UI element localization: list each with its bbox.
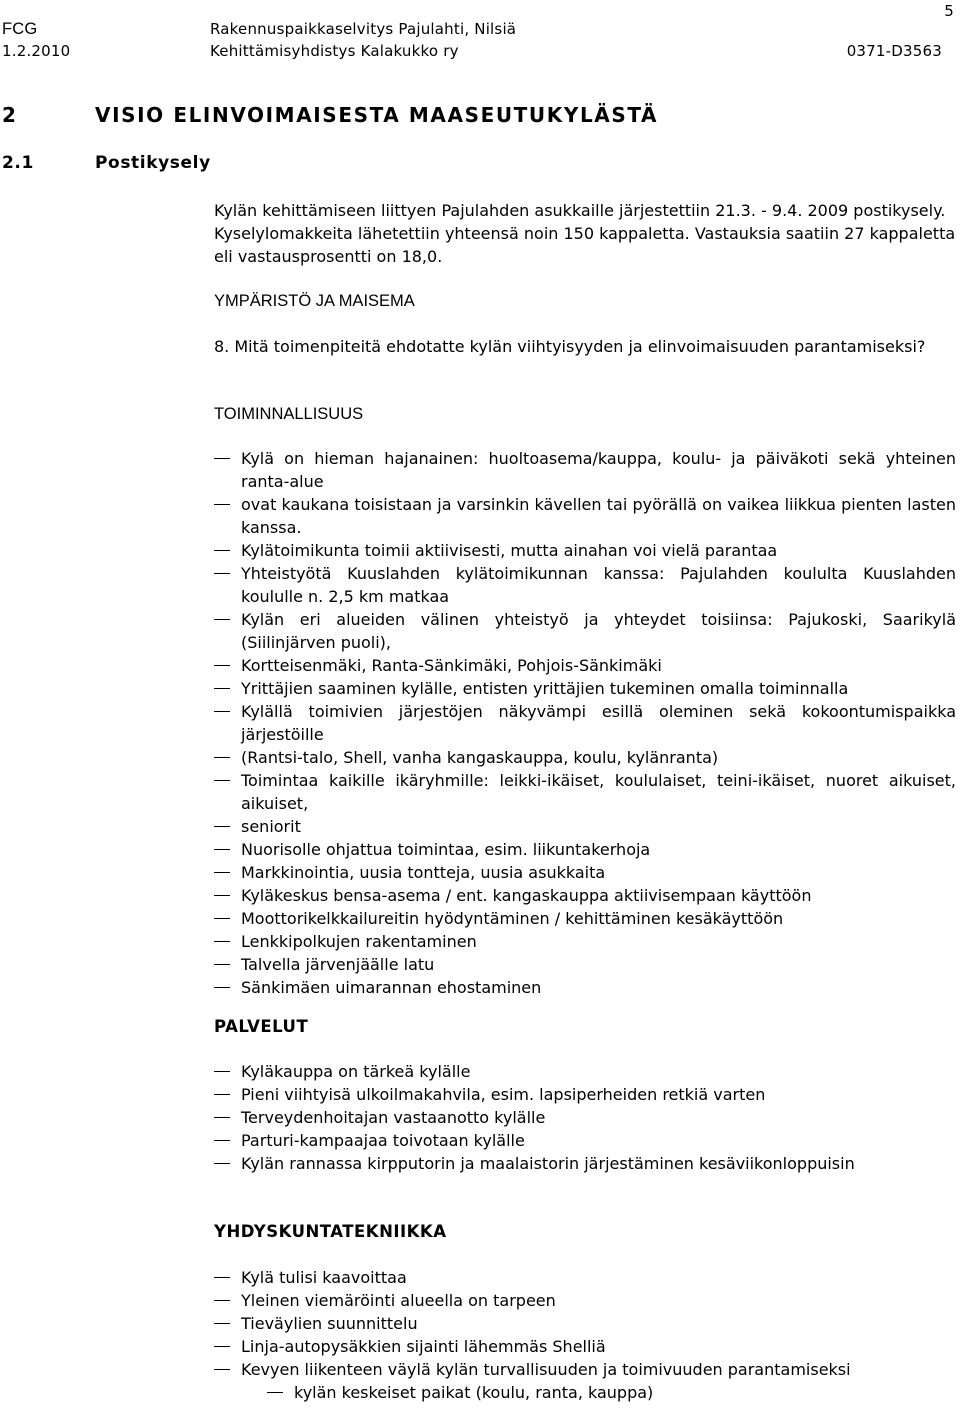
list-item: Kyläkeskus bensa-asema / ent. kangaskauppa aktiivisempaan käyttöön [214, 884, 956, 907]
list-item: Kylän eri alueiden välinen yhteistyö ja yhteydet toisiinsa: Pajukoski, Saarikylä (Siilinjärven puoli), [214, 608, 956, 654]
list-item: Pieni viihtyisä ulkoilmakahvila, esim. lapsiperheiden retkiä varten [214, 1083, 956, 1106]
list-item: Kylätoimikunta toimii aktiivisesti, mutta ainahan voi vielä parantaa [214, 539, 956, 562]
list-item: Kortteisenmäki, Ranta-Sänkimäki, Pohjois-Sänkimäki [214, 654, 956, 677]
header-title: Rakennuspaikkaselvitys Pajulahti, Nilsiä [210, 20, 517, 38]
section-title: VISIO ELINVOIMAISESTA MAASEUTUKYLÄSTÄ [95, 103, 659, 127]
list-item: Yhteistyötä Kuuslahden kylätoimikunnan kanssa: Pajulahden koululta Kuuslahden koululle n. 2,5 km matkaa [214, 562, 956, 608]
list-item: ovat kaukana toisistaan ja varsinkin kävellen tai pyörällä on vaikea liikkua pienten lasten kanssa. [214, 493, 956, 539]
yhdyskuntatekniikka-heading: YHDYSKUNTATEKNIIKKA [214, 1222, 447, 1241]
subsection-title: Postikysely [95, 153, 211, 173]
page-number: 5 [944, 2, 954, 20]
list-item: seniorit [214, 815, 956, 838]
list-item: Kylä on hieman hajanainen: huoltoasema/kauppa, koulu- ja päiväkoti sekä yhteinen ranta-alue [214, 447, 956, 493]
header-client: Kehittämisyhdistys Kalakukko ry [210, 42, 459, 60]
list-item: Yleinen viemäröinti alueella on tarpeen [214, 1289, 956, 1312]
yhdyskuntatekniikka-list [214, 1266, 956, 1404]
intro-paragraph: Kylän kehittämiseen liittyen Pajulahden asukkaille järjestettiin 21.3. - 9.4. 2009 postikysely. Kyselylomakkeita lähetettiin yhteensä noin 150 kappaletta. Vastauksia saatiin 27 kappaletta eli vastausprosentti on 18,0. [214, 201, 956, 266]
list-item: Parturi-kampaajaa toivotaan kylälle [214, 1129, 956, 1152]
question-text: 8. Mitä toimenpiteitä ehdotatte kylän viihtyisyyden ja elinvoimaisuuden parantamiseksi? [214, 337, 926, 356]
list-item: Terveydenhoitajan vastaanotto kylälle [214, 1106, 956, 1129]
list-item: Talvella järvenjäälle latu [214, 953, 956, 976]
list-item: (Rantsi-talo, Shell, vanha kangaskauppa, koulu, kylänranta) [214, 746, 956, 769]
palvelut-list [214, 1060, 956, 1175]
toiminnallisuus-list [214, 447, 956, 999]
list-item: Kyläkauppa on tärkeä kylälle [214, 1060, 956, 1083]
list-item: Markkinointia, uusia tontteja, uusia asukkaita [214, 861, 956, 884]
header-company: FCG [2, 20, 38, 38]
list-item: Toimintaa kaikille ikäryhmille: leikki-ikäiset, koululaiset, teini-ikäiset, nuoret aikuiset, aikuiset, [214, 769, 956, 815]
list-item: Kylän rannassa kirpputorin ja maalaistorin järjestäminen kesäviikonloppuisin [214, 1152, 956, 1175]
header-project-code: 0371-D3563 [846, 42, 942, 60]
list-item: Moottorikelkkailureitin hyödyntäminen / kehittäminen kesäkäyttöön [214, 907, 956, 930]
section-number: 2 [2, 103, 18, 127]
subsection-number: 2.1 [2, 153, 34, 173]
toiminnallisuus-heading: TOIMINNALLISUUS [214, 405, 364, 423]
list-item: Linja-autopysäkkien sijainti lähemmäs Shelliä [214, 1335, 956, 1358]
list-item: Kylä tulisi kaavoittaa [214, 1266, 956, 1289]
topic-heading: YMPÄRISTÖ JA MAISEMA [214, 292, 415, 310]
list-item: Kylällä toimivien järjestöjen näkyvämpi esillä oleminen sekä kokoontumispaikka järjestöille [214, 700, 956, 746]
palvelut-heading: PALVELUT [214, 1017, 309, 1036]
list-item: Nuorisolle ohjattua toimintaa, esim. liikuntakerhoja [214, 838, 956, 861]
list-subitem: kylän keskeiset paikat (koulu, ranta, kauppa) [214, 1381, 956, 1404]
list-item: Yrittäjien saaminen kylälle, entisten yrittäjien tukeminen omalla toiminnalla [214, 677, 956, 700]
list-item: Lenkkipolkujen rakentaminen [214, 930, 956, 953]
list-item: Kevyen liikenteen väylä kylän turvallisuuden ja toimivuuden parantamiseksi [214, 1358, 956, 1381]
list-item: Sänkimäen uimarannan ehostaminen [214, 976, 956, 999]
list-item: Tieväylien suunnittelu [214, 1312, 956, 1335]
header-date: 1.2.2010 [2, 42, 71, 60]
